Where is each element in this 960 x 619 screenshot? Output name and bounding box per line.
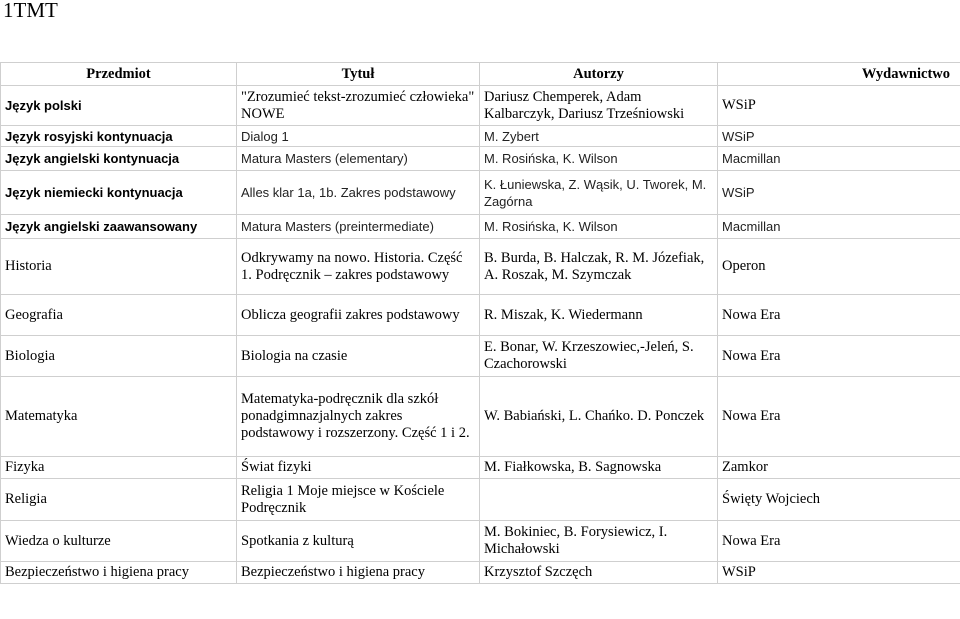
subject-cell: Historia [1,239,237,295]
title-cell: "Zrozumieć tekst-zrozumieć człowieka" NOWE [237,86,480,126]
subject-cell: Wiedza o kulturze [1,521,237,562]
subject-cell: Biologia [1,336,237,377]
publisher-cell: Zamkor [718,457,960,479]
table-header-row [1,63,960,86]
authors-cell: M. Rosińska, K. Wilson [480,147,718,171]
publisher-cell: Nowa Era [718,521,960,562]
title-cell: Religia 1 Moje miejsce w Kościele Podręcznik [237,479,480,521]
publisher-cell: Operon [718,239,960,295]
subject-cell: Język polski [1,86,237,126]
title-cell: Dialog 1 [237,126,480,147]
authors-cell: E. Bonar, W. Krzeszowiec,-Jeleń, S. Czachorowski [480,336,718,377]
publisher-cell: WSiP [718,562,960,584]
subject-cell: Geografia [1,295,237,336]
authors-cell: K. Łuniewska, Z. Wąsik, U. Tworek, M. Zagórna [480,171,718,215]
publisher-cell: Nowa Era [718,336,960,377]
authors-cell: M. Bokiniec, B. Forysiewicz, I. Michałowski [480,521,718,562]
header-tytul: Tytuł [237,63,480,86]
title-cell: Biologia na czasie [237,336,480,377]
table-row [1,171,960,215]
table-row [1,86,960,126]
publisher-cell: WSiP [718,86,960,126]
table-row [1,295,960,336]
subject-cell: Fizyka [1,457,237,479]
textbook-table [0,62,960,584]
title-cell: Świat fizyki [237,457,480,479]
table-row [1,377,960,457]
publisher-cell: Nowa Era [718,295,960,336]
publisher-cell: WSiP [718,171,960,215]
publisher-cell: Święty Wojciech [718,479,960,521]
table-row [1,562,960,584]
table-row [1,479,960,521]
authors-cell: B. Burda, B. Halczak, R. M. Józefiak, A. Roszak, M. Szymczak [480,239,718,295]
title-cell: Matura Masters (elementary) [237,147,480,171]
table-row [1,336,960,377]
subject-cell: Język rosyjski kontynuacja [1,126,237,147]
table-row [1,239,960,295]
publisher-cell: Macmillan [718,147,960,171]
table-row [1,215,960,239]
table-row [1,521,960,562]
header-autorzy: Autorzy [480,63,718,86]
authors-cell: M. Rosińska, K. Wilson [480,215,718,239]
authors-cell [480,479,718,521]
publisher-cell: Macmillan [718,215,960,239]
authors-cell: W. Babiański, L. Chańko. D. Ponczek [480,377,718,457]
title-cell: Spotkania z kulturą [237,521,480,562]
subject-cell: Język niemiecki kontynuacja [1,171,237,215]
title-cell: Matura Masters (preintermediate) [237,215,480,239]
authors-cell: R. Miszak, K. Wiedermann [480,295,718,336]
table-row [1,126,960,147]
title-cell: Bezpieczeństwo i higiena pracy [237,562,480,584]
authors-cell: M. Zybert [480,126,718,147]
subject-cell: Język angielski zaawansowany [1,215,237,239]
publisher-cell: Nowa Era [718,377,960,457]
title-cell: Odkrywamy na nowo. Historia. Część 1. Podręcznik – zakres podstawowy [237,239,480,295]
title-cell: Alles klar 1a, 1b. Zakres podstawowy [237,171,480,215]
authors-cell: M. Fiałkowska, B. Sagnowska [480,457,718,479]
title-cell: Oblicza geografii zakres podstawowy [237,295,480,336]
authors-cell: Dariusz Chemperek, Adam Kalbarczyk, Dariusz Trześniowski [480,86,718,126]
header-przedmiot: Przedmiot [1,63,237,86]
title-cell: Matematyka-podręcznik dla szkół ponadgimnazjalnych zakres podstawowy i rozszerzony. Część 1 i 2. [237,377,480,457]
authors-cell: Krzysztof Szczęch [480,562,718,584]
header-wydawnictwo: Wydawnictwo [718,63,960,86]
page-title: 1TMT [3,0,58,22]
subject-cell: Bezpieczeństwo i higiena pracy [1,562,237,584]
table-row [1,147,960,171]
subject-cell: Matematyka [1,377,237,457]
table-row [1,457,960,479]
subject-cell: Religia [1,479,237,521]
publisher-cell: WSiP [718,126,960,147]
subject-cell: Język angielski kontynuacja [1,147,237,171]
